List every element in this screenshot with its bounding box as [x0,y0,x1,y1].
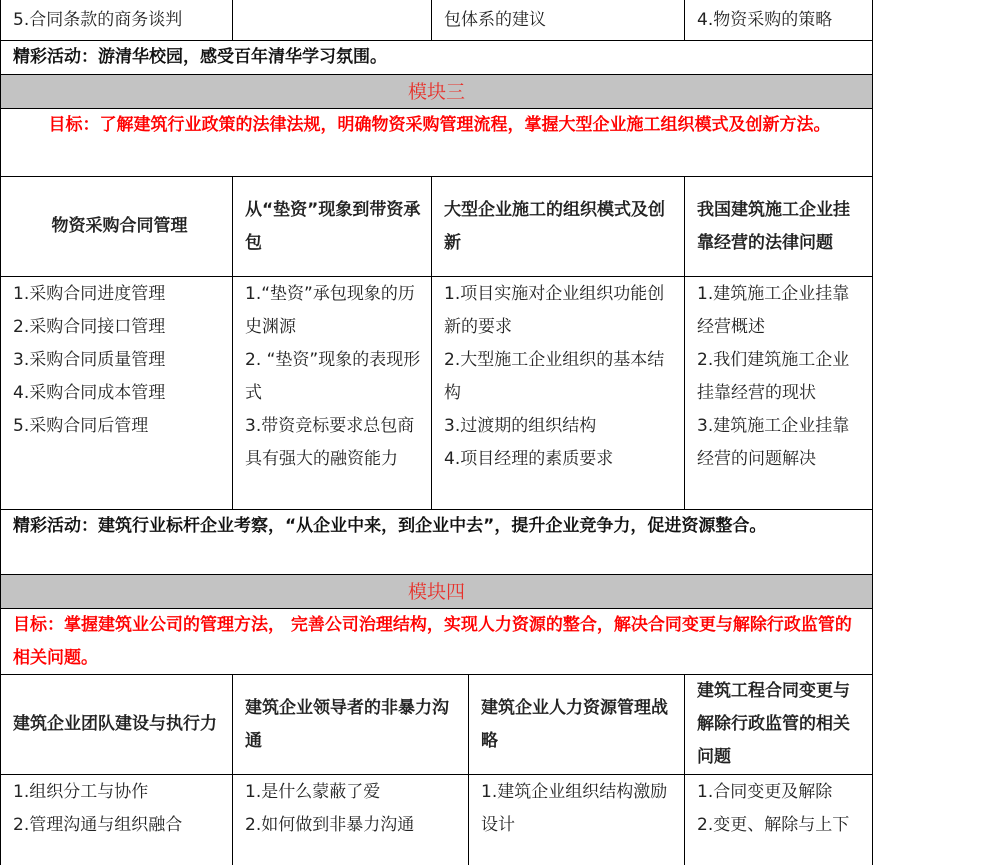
module3-col-4 [685,277,873,509]
list-item: 4.项目经理的素质要求 [444,449,614,469]
module4-content [0,775,873,865]
list-item: 1.项目实施对企业组织功能创新的要求 [444,284,665,337]
list-item: 2.如何做到非暴力沟通 [245,815,415,835]
module3-title: 模块三 [0,75,873,109]
top-cell-4: 4.物资采购的策略 [685,0,873,40]
module4-header-3: 建筑企业人力资源管理战略 [469,675,685,775]
list-item: 1.是什么蒙蔽了爱 [245,782,381,802]
activity-module3: 精彩活动：建筑行业标杆企业考察，“从企业中来，到企业中去”，提升企业竞争力，促进资源整合。 [0,509,873,575]
module3-content [0,277,873,509]
module3-header-1: 物资采购合同管理 [0,177,233,277]
module3-goal-text: 目标：了解建筑行业政策的法律法规，明确物资采购管理流程，掌握大型企业施工组织模式及创新方法。 [48,115,831,135]
list-item: 2.采购合同接口管理 [13,317,166,337]
module2-content-tail [0,0,873,40]
module4-header-4: 建筑工程合同变更与解除行政监管的相关问题 [685,675,873,775]
list-item: 2.变更、解除与上下 [697,815,850,835]
activity-module2: 精彩活动：游清华校园，感受百年清华学习氛围。 [0,40,873,75]
list-item: 2.我们建筑施工企业挂靠经营的现状 [697,350,850,403]
module3-header-2: 从“垫资”现象到带资承包 [233,177,432,277]
list-item: 1.采购合同进度管理 [13,284,166,304]
list-item: 3.建筑施工企业挂靠经营的问题解决 [697,416,850,469]
module4-header-2: 建筑企业领导者的非暴力沟通 [233,675,469,775]
list-item: 1.建筑施工企业挂靠经营概述 [697,284,850,337]
list-item: 1.建筑企业组织结构激励设计 [481,782,668,835]
module3-headers [0,177,873,277]
top-cell-1: 5.合同条款的商务谈判 [0,0,233,40]
module3-col-3 [432,277,685,509]
list-item: 2.大型施工企业组织的基本结构 [444,350,665,403]
top-cell-2 [233,0,432,40]
module4-col-4 [685,775,873,865]
module4-col-1 [0,775,233,865]
list-item: 2.管理沟通与组织融合 [13,815,183,835]
top-cell-3: 包体系的建议 [432,0,685,40]
module4-title: 模块四 [0,575,873,609]
list-item: 1.组织分工与协作 [13,782,149,802]
list-item: 3.采购合同质量管理 [13,350,166,370]
module4-header-1: 建筑企业团队建设与执行力 [0,675,233,775]
list-item: 1.合同变更及解除 [697,782,833,802]
module3-header-3: 大型企业施工的组织模式及创新 [432,177,685,277]
module3-col-2 [233,277,432,509]
list-item: 5.采购合同后管理 [13,416,149,436]
module3-goal [0,109,873,177]
list-item: 4.采购合同成本管理 [13,383,166,403]
module3-col-1 [0,277,233,509]
list-item: 3.过渡期的组织结构 [444,416,597,436]
module3-header-4: 我国建筑施工企业挂靠经营的法律问题 [685,177,873,277]
module4-goal: 目标：掌握建筑业公司的管理方法， 完善公司治理结构，实现人力资源的整合，解决合同变更与解除行政监管的相关问题。 [0,609,873,675]
list-item: 3.带资竞标要求总包商具有强大的融资能力 [245,416,415,469]
module4-headers [0,675,873,775]
list-item: 1.“垫资”承包现象的历史渊源 [245,284,415,337]
module4-col-3 [469,775,685,865]
module4-col-2 [233,775,469,865]
list-item: 2. “垫资”现象的表现形式 [245,350,421,403]
